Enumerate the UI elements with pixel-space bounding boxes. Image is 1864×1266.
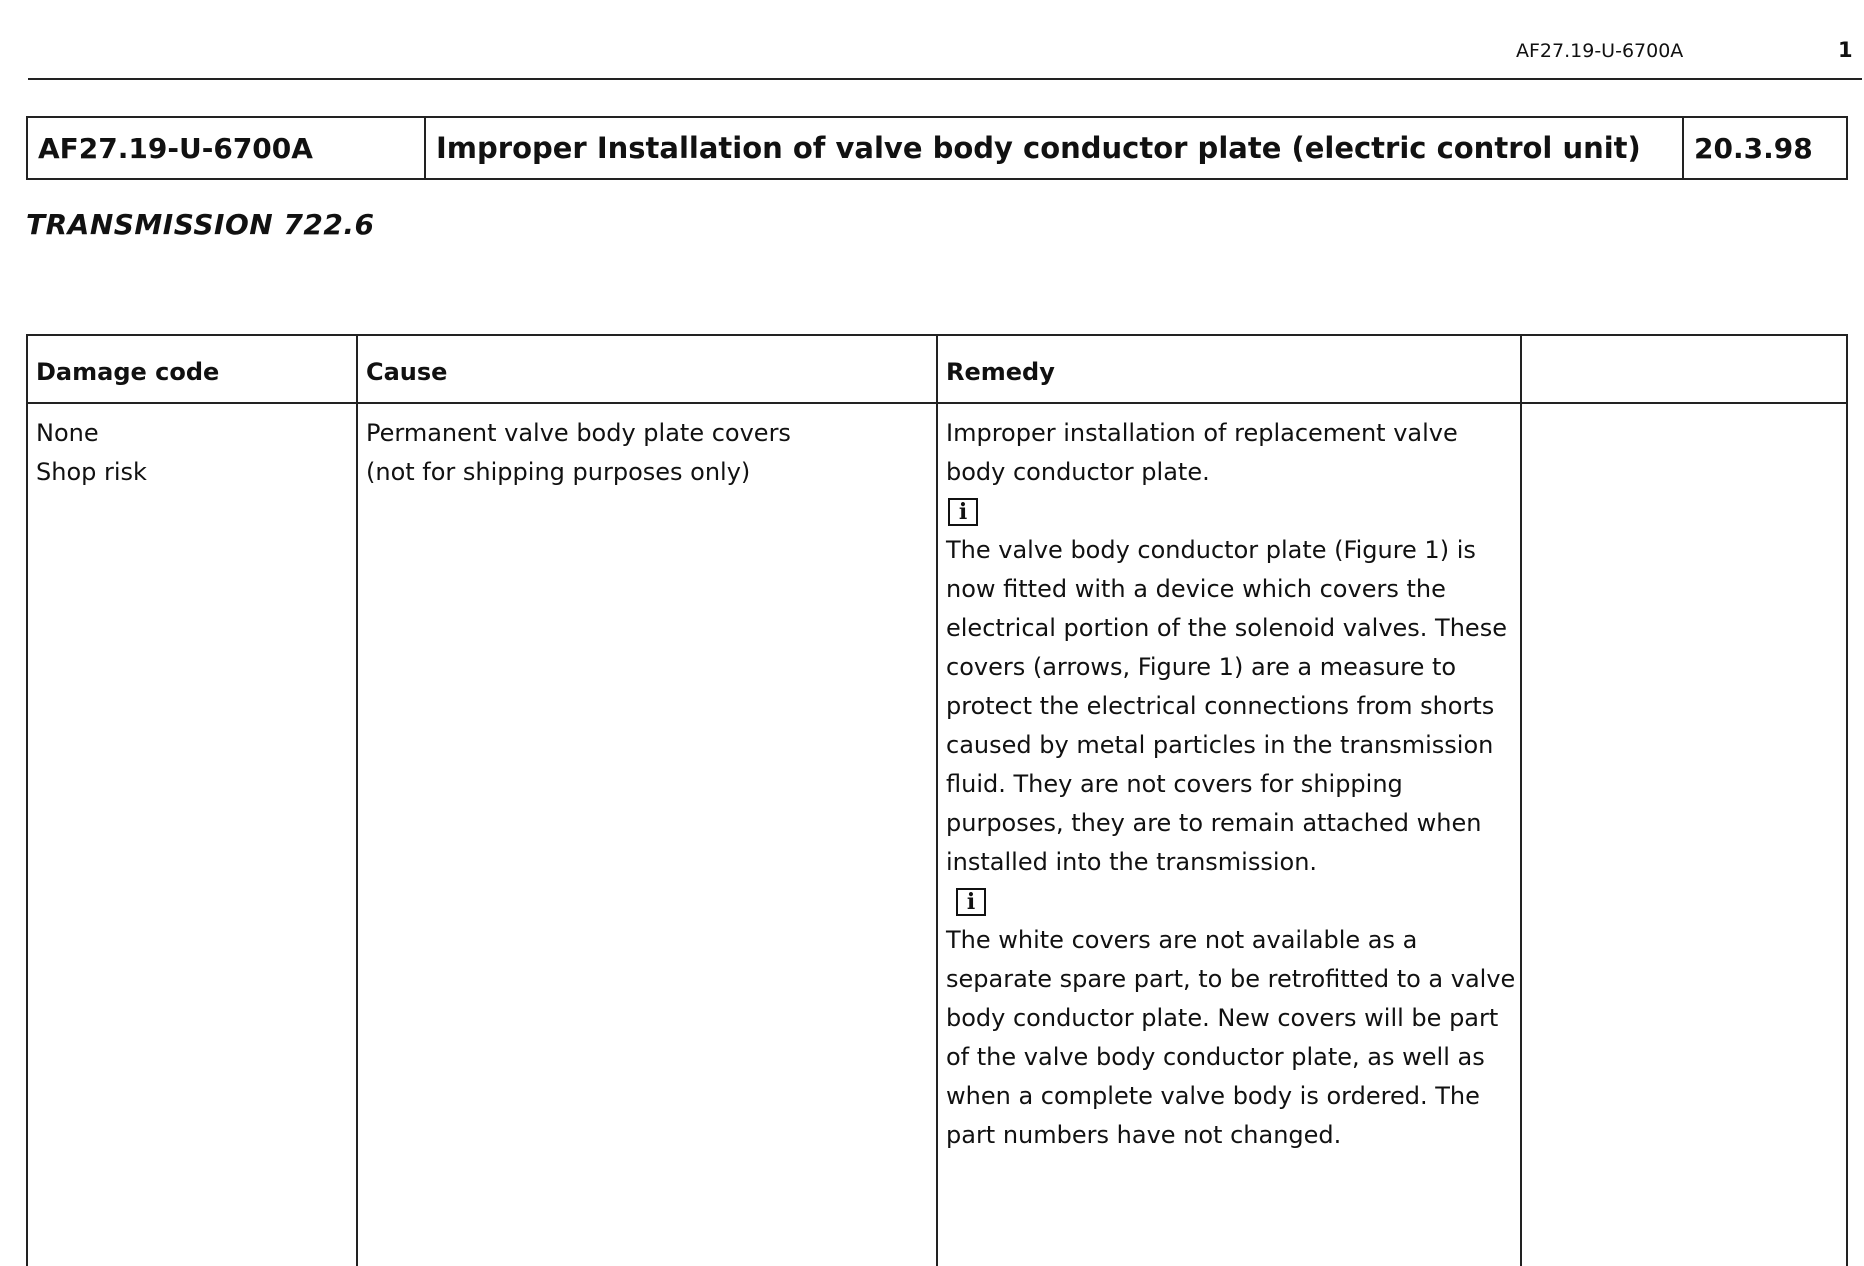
remedy-paragraph-2: The white covers are not available as a separate spare part, to be retrofitted to a valve body conductor plate. New covers will be part of the valve body conductor plate, as well as when a complete valve body is ordered. The part numbers have not changed.: [946, 926, 1516, 1149]
section-heading: TRANSMISSION 722.6: [26, 208, 375, 241]
column-damage-code: [28, 336, 358, 1266]
cause-line: Permanent valve body plate covers: [366, 419, 791, 447]
info-icon: i: [956, 888, 986, 916]
header-remedy: Remedy: [946, 358, 1055, 386]
cause-line: (not for shipping purposes only): [366, 458, 751, 486]
header-cause: Cause: [366, 358, 448, 386]
header-damage-code: Damage code: [36, 358, 220, 386]
cell-damage-code: [36, 414, 350, 492]
header-rule: [28, 78, 1862, 80]
header-row-divider: [28, 402, 1846, 404]
bulletin-code: AF27.19-U-6700A: [28, 118, 426, 178]
cell-remedy: [946, 414, 1516, 1155]
damage-code-line: Shop risk: [36, 458, 147, 486]
remedy-paragraph-1: The valve body conductor plate (Figure 1) is now fitted with a device which covers the electrical portion of the solenoid valves. These covers (arrows, Figure 1) are a measure to protect the electrical connections from shorts caused by metal particles in the transmission fluid. They are not covers for shipping purposes, they are to remain attached when installed into the transmission.: [946, 536, 1507, 876]
column-extra: [1522, 336, 1846, 1266]
damage-code-line: None: [36, 419, 99, 447]
header-doc-ref: AF27.19-U-6700A: [1516, 40, 1684, 62]
column-cause: [358, 336, 938, 1266]
cell-cause: [366, 414, 930, 492]
page-number: 1: [1838, 38, 1853, 62]
title-bar: [26, 116, 1848, 180]
column-remedy: [938, 336, 1522, 1266]
bulletin-title: Improper Installation of valve body conductor plate (electric control unit): [426, 118, 1684, 178]
page-header: [0, 36, 1864, 66]
damage-table: [26, 334, 1848, 1266]
info-icon: i: [948, 498, 978, 526]
remedy-intro: Improper installation of replacement valve body conductor plate.: [946, 419, 1458, 486]
bulletin-date: 20.3.98: [1694, 131, 1813, 165]
